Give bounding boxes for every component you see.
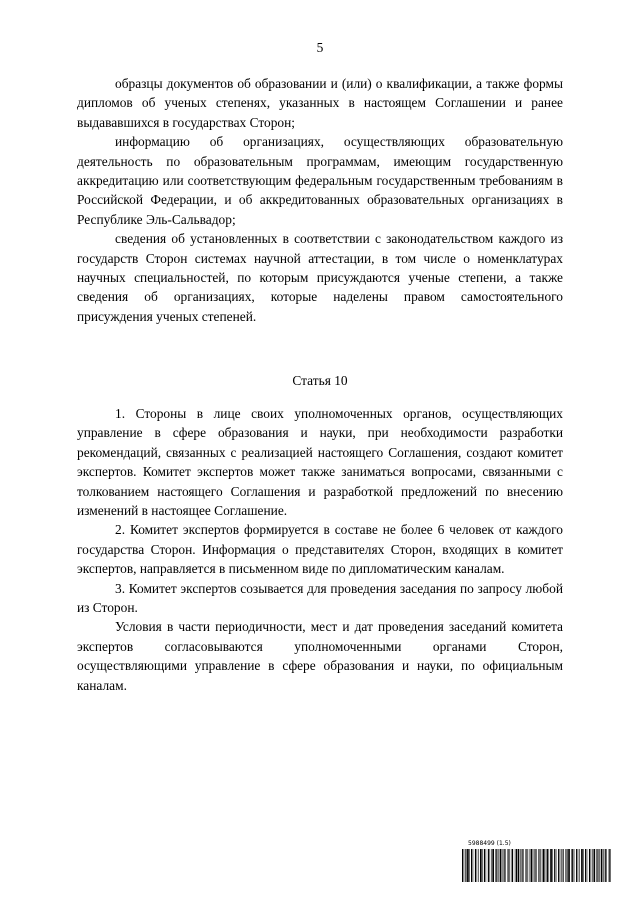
barcode-icon — [462, 849, 612, 882]
article-clause-2: 2. Комитет экспертов формируется в составе не более 6 человек от каждого государства Сторон. Информация о представителях Сторон, входящих в комитет экспертов, направляется в письменном виде по дипломатическим каналам. — [77, 522, 563, 577]
paragraph-document-samples: образцы документов об образовании и (или) о квалификации, а также формы дипломов об ученых степенях, указанных в настоящем Соглашении и ранее выдававшихся в государствах Сторон; — [77, 76, 563, 130]
paragraph-attestation-info: сведения об установленных в соответствии с законодательством каждого из государств Сторон системах научной аттестации, в том числе о номенклатурах научных специальностей, по которым присуждаются ученые степени, а также сведения об организациях, которые наделены правом самостоятельного присуждения ученых степеней. — [77, 231, 563, 324]
article-10-body — [77, 404, 563, 695]
paragraph-organizations-info: информацию об организациях, осуществляющих образовательную деятельность по образовательным программам, имеющим государственную аккредитацию или соответствующим федеральным государственным требованиям в Российской Федерации, и об аккредитованных образовательных организациях в Республике Эль-Сальвадор; — [77, 134, 563, 227]
page-number: 5 — [316, 40, 324, 55]
article-clause-1: 1. Стороны в лице своих уполномоченных органов, осуществляющих управление в сфере образования и науки, при необходимости разработки рекомендаций, связанных с реализацией настоящего Соглашения, создают комитет экспертов. Комитет экспертов может также заниматься вопросами, связанными с толкованием настоящего Соглашения и разработкой предложений по внесению изменений в настоящее Соглашение. — [77, 406, 563, 519]
barcode-stamp — [462, 840, 612, 884]
barcode-caption: 5988499 (1.5) — [468, 840, 511, 847]
enumeration-block — [77, 74, 563, 326]
article-clause-conditions: Условия в части периодичности, мест и дат проведения заседаний комитета экспертов согласовываются уполномоченными органами Сторон, осуществляющими управление в сфере образования и науки, по официальным каналам. — [77, 619, 563, 693]
article-clause-3: 3. Комитет экспертов созывается для проведения заседания по запросу любой из Сторон. — [77, 580, 563, 616]
article-title: Статья 10 — [292, 373, 348, 388]
